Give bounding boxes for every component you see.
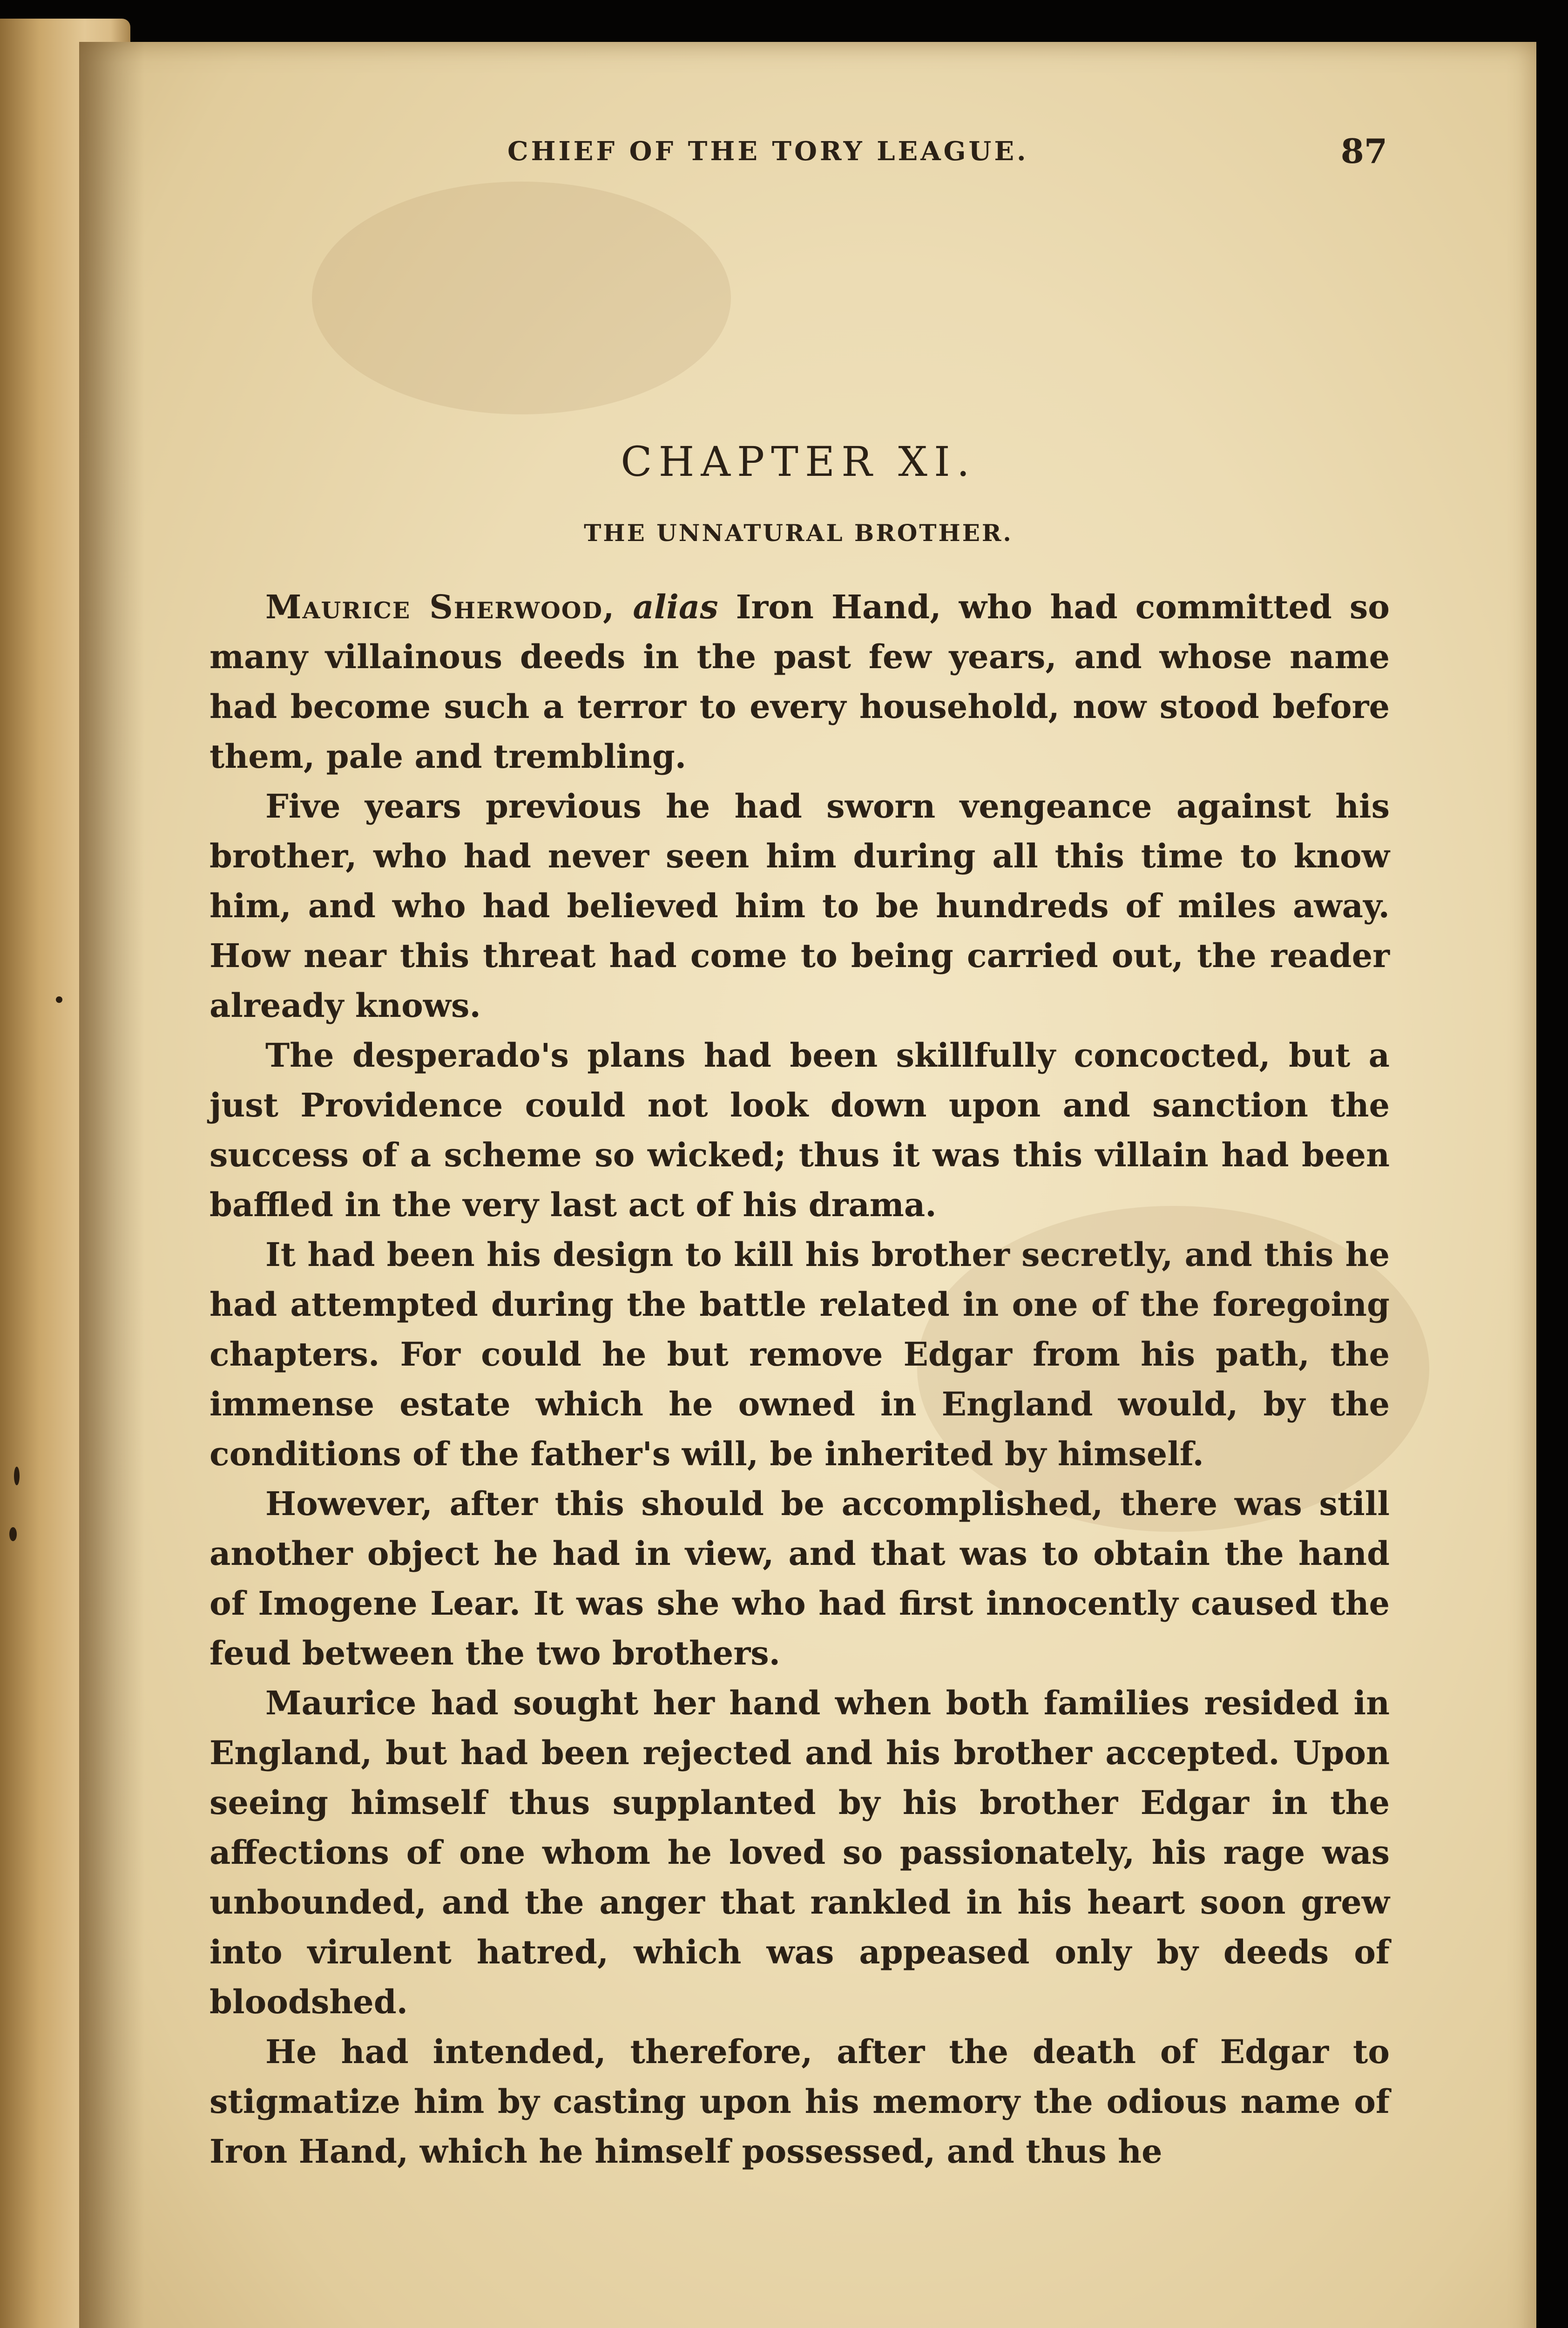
page-foxing (312, 182, 731, 414)
paragraph: It had been his design to kill his brother secretly, and this he had attempted during the battle related in one of the foregoing chapters. For could he but remove Edgar from his path, the immense estate which he owned in England would, by the conditions of the father's will, be inherited by himself. (210, 1235, 1390, 1473)
page-number: 87 (1340, 131, 1387, 171)
paragraph-lead: Maurice Sherwood, (265, 588, 615, 626)
page-header (210, 131, 1387, 171)
alias-word: alias (633, 588, 718, 626)
paragraph: The desperado's plans had been skillfully concocted, but a just Providence could not look down upon and sanction the success of a scheme so wicked; thus it was this villain had been baffled in the very last act of his drama. (210, 1036, 1390, 1224)
chapter-body (210, 582, 1390, 2176)
paragraph: However, after this should be accomplished, there was still another object he had in view, and that was to obtain the hand of Imogene Lear. It was she who had first innocently caused the feud between the two brothers. (210, 1484, 1390, 1672)
paragraph: He had intended, therefore, after the death of Edgar to stigmatize him by casting upon his memory the odious name of Iron Hand, which he himself possessed, and thus he (210, 2032, 1390, 2171)
page-stain (56, 996, 62, 1003)
paragraph (210, 582, 1390, 781)
page-stain (14, 1467, 20, 1485)
paragraph-text: Iron Hand, who had committed so many villainous deeds in the past few years, and whose name had become such a terror to every household, now stood before them, pale and trembling. (210, 588, 1390, 776)
paragraph: Maurice had sought her hand when both families resided in England, but had been rejected and his brother accepted. Upon seeing himself thus supplanted by his brother Edgar in the affections of one whom he loved so passionately, his rage was unbounded, and the anger that rankled in his heart soon grew into virulent hatred, which was appeased only by deeds of bloodshed. (210, 1684, 1390, 2021)
chapter-subtitle: THE UNNATURAL BROTHER. (584, 519, 1013, 547)
paragraph: Five years previous he had sworn vengeance against his brother, who had never seen him during all this time to know him, and who had believed him to be hundreds of miles away. How near this threat had come to being carried out, the reader already knows. (210, 787, 1390, 1025)
page-stain (9, 1527, 17, 1541)
running-head: CHIEF OF THE TORY LEAGUE. (507, 136, 1029, 167)
chapter-title: CHAPTER XI. (621, 438, 976, 486)
